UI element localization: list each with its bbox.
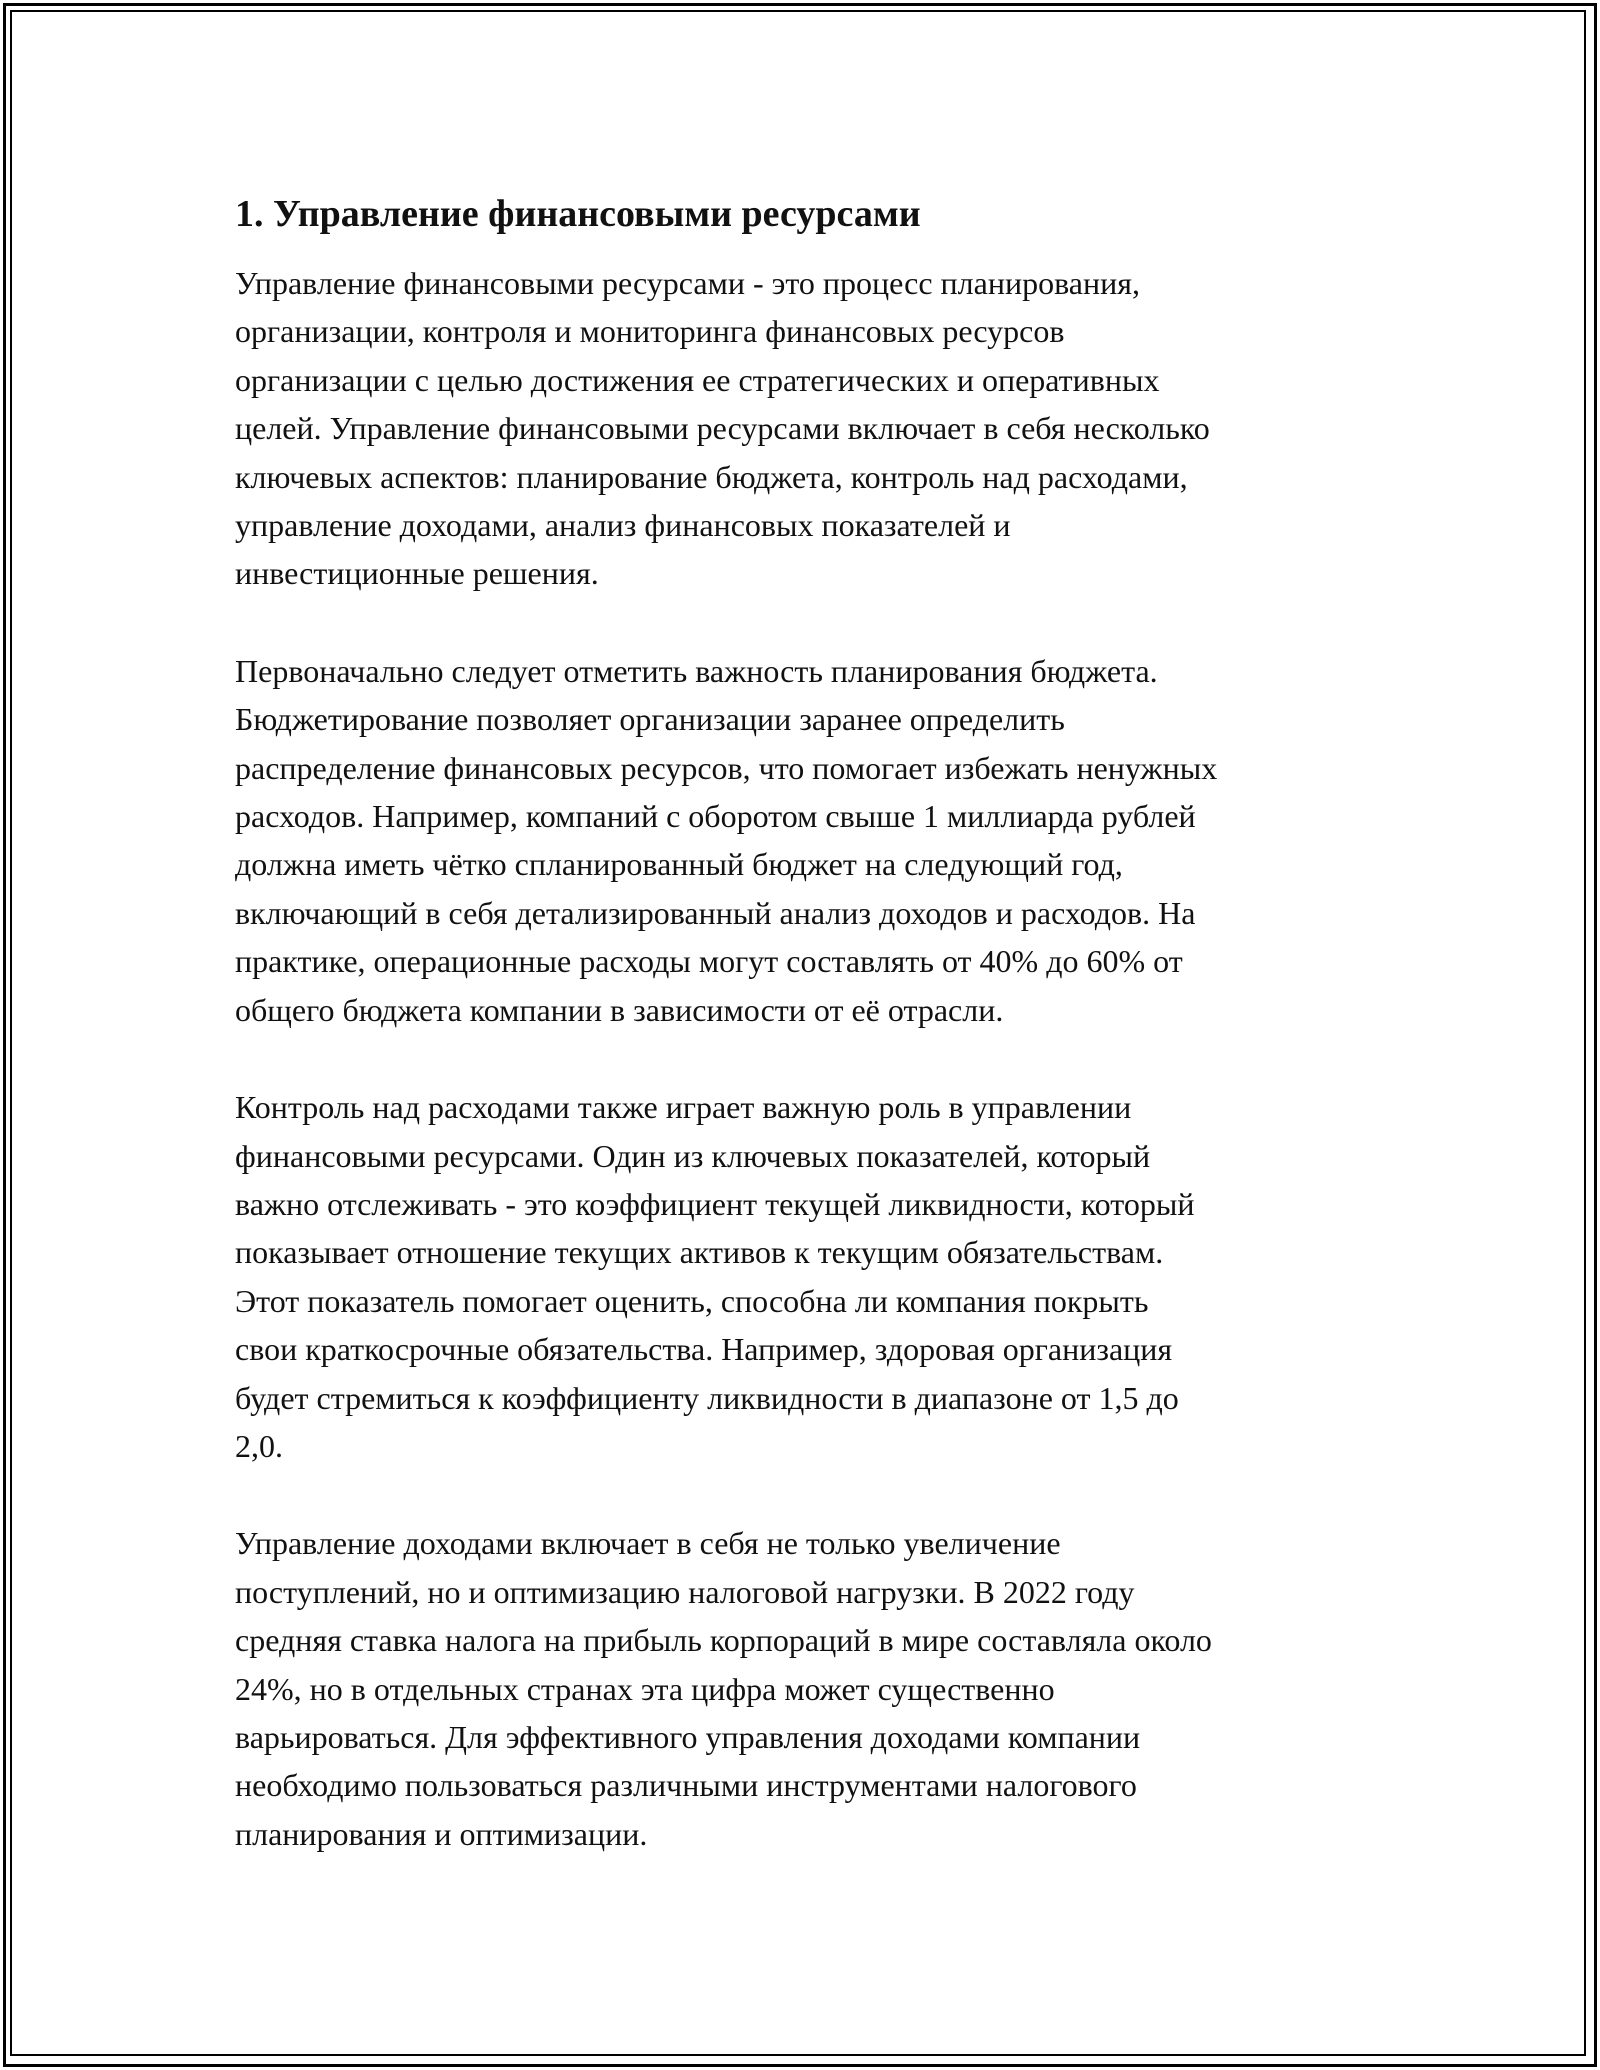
text-line: ключевых аспектов: планирование бюджета, контроль над расходами, (235, 458, 1188, 495)
text-line: важно отслеживать - это коэффициент текущей ликвидности, который (235, 1185, 1195, 1222)
document-content (235, 186, 1395, 1907)
paragraph-budget-planning (235, 647, 1395, 1034)
text-line: Управление финансовыми ресурсами - это процесс планирования, (235, 265, 1140, 301)
text-line: Контроль над расходами также играет важную роль в управлении (235, 1089, 1132, 1126)
text-line: варьироваться. Для эффективного управления доходами компании (235, 1718, 1141, 1755)
text-line: общего бюджета компании в зависимости от её отрасли. (235, 991, 1004, 1028)
text-line: включающий в себя детализированный анализ доходов и расходов. На (235, 894, 1196, 931)
text-line: 24%, но в отдельных странах эта цифра может существенно (235, 1670, 1055, 1707)
text-line: Этот показатель помогает оценить, способна ли компания покрыть (235, 1282, 1149, 1319)
text-line: 2,0. (235, 1427, 283, 1464)
text-line: целей. Управление финансовыми ресурсами включает в себя несколько (235, 410, 1210, 447)
text-line: финансовыми ресурсами. Один из ключевых показателей, который (235, 1137, 1151, 1174)
paragraph-intro (235, 259, 1395, 598)
text-line: свои краткосрочные обязательства. Например, здоровая организация (235, 1331, 1173, 1368)
text-line: планирования и оптимизации. (235, 1815, 648, 1852)
text-line: поступлений, но и оптимизацию налоговой нагрузки. В 2022 году (235, 1573, 1135, 1610)
text-line: Бюджетирование позволяет организации заранее определить (235, 701, 1065, 738)
text-line: будет стремиться к коэффициенту ликвидности в диапазоне от 1,5 до (235, 1379, 1179, 1416)
text-line: Первоначально следует отметить важность планирования бюджета. (235, 652, 1158, 689)
text-line: распределение финансовых ресурсов, что помогает избежать ненужных (235, 749, 1218, 786)
text-line: необходимо пользоваться различными инструментами налогового (235, 1767, 1137, 1804)
text-line: организации с целью достижения ее стратегических и оперативных (235, 361, 1160, 398)
section-heading: 1. Управление финансовыми ресурсами (235, 193, 921, 235)
text-line: показывает отношение текущих активов к текущим обязательствам. (235, 1234, 1164, 1271)
text-line: организации, контроля и мониторинга финансовых ресурсов (235, 313, 1065, 350)
text-line: Управление доходами включает в себя не только увеличение (235, 1525, 1061, 1562)
paragraph-income-management (235, 1519, 1395, 1858)
paragraph-expense-control (235, 1083, 1395, 1470)
text-line: средняя ставка налога на прибыль корпораций в мире составляла около (235, 1622, 1212, 1659)
text-line: расходов. Например, компаний с оборотом свыше 1 миллиарда рублей (235, 798, 1196, 835)
text-line: управление доходами, анализ финансовых показателей и (235, 507, 1011, 544)
text-line: практике, операционные расходы могут составлять от 40% до 60% от (235, 943, 1183, 980)
text-line: инвестиционные решения. (235, 555, 599, 592)
text-line: должна иметь чётко спланированный бюджет на следующий год, (235, 846, 1123, 883)
